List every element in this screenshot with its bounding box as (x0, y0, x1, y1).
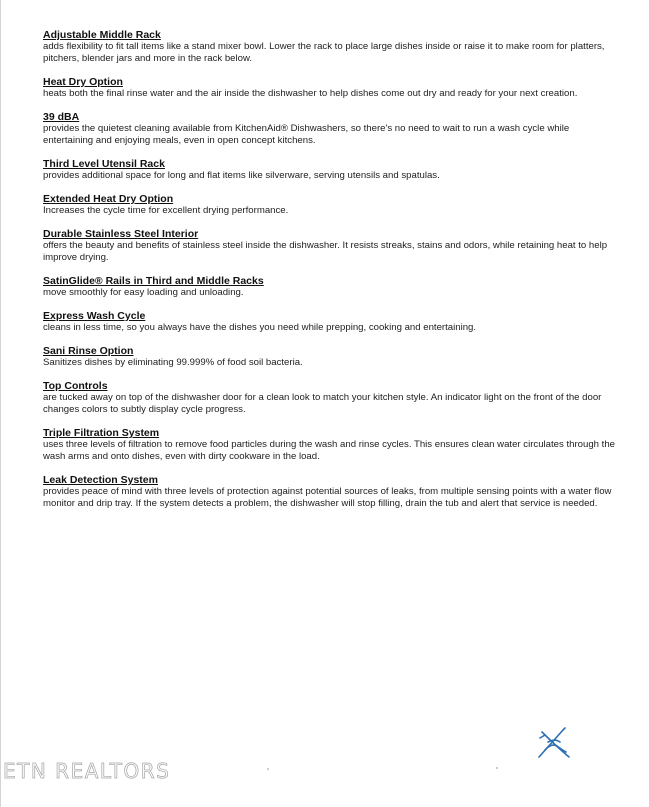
feature-description: offers the beauty and benefits of stainless steel inside the dishwasher. It resists streaks, stains and odors, while retaining heat to help improve drying. (43, 240, 608, 263)
feature-sani-rinse-option (43, 345, 618, 369)
feature-39-dba (43, 111, 618, 147)
feature-heat-dry-option (43, 76, 618, 100)
feature-title: Extended Heat Dry Option (43, 193, 174, 205)
feature-satinglide-rails (43, 275, 618, 299)
feature-extended-heat-dry-option (43, 193, 618, 217)
feature-description: uses three levels of filtration to remove food particles during the wash and rinse cycles. This ensures clean water circulates through the wash arms and onto dishes, even with dirty cookware in the load. (43, 439, 616, 462)
feature-title: Durable Stainless Steel Interior (43, 228, 199, 240)
feature-triple-filtration-system (43, 427, 618, 463)
feature-title: Triple Filtration System (43, 427, 160, 439)
feature-title: Top Controls (43, 380, 108, 392)
brand-watermark: ETN REALTORS (3, 759, 171, 783)
feature-description: provides additional space for long and flat items like silverware, serving utensils and spatulas. (43, 170, 440, 181)
feature-title: Heat Dry Option (43, 76, 123, 88)
feature-stainless-steel-interior (43, 228, 618, 264)
scan-speck (267, 768, 269, 770)
feature-title: SatinGlide® Rails in Third and Middle Racks (43, 275, 264, 287)
feature-list (43, 29, 618, 521)
feature-leak-detection-system (43, 474, 618, 510)
feature-description: heats both the final rinse water and the air inside the dishwasher to help dishes come out dry and ready for your next creation. (43, 88, 578, 99)
feature-adjustable-middle-rack (43, 29, 618, 65)
feature-description: Increases the cycle time for excellent drying performance. (43, 205, 289, 216)
feature-description: provides the quietest cleaning available from KitchenAid® Dishwashers, so there's no need to wait to run a wash cycle while entertaining and enjoying meals, even in open concept kitchens. (43, 123, 570, 146)
feature-title: Express Wash Cycle (43, 310, 146, 322)
feature-title: 39 dBA (43, 111, 80, 123)
feature-description: move smoothly for easy loading and unloading. (43, 287, 244, 298)
feature-description: adds flexibility to fit tall items like a stand mixer bowl. Lower the rack to place large dishes inside or raise it to make room for platters, pitchers, blender jars and more in the rack below. (43, 41, 605, 64)
pen-scribble-mark (536, 726, 572, 760)
feature-title: Leak Detection System (43, 474, 158, 486)
feature-description: cleans in less time, so you always have the dishes you need while prepping, cooking and entertaining. (43, 322, 477, 333)
feature-description: Sanitizes dishes by eliminating 99.999% of food soil bacteria. (43, 357, 303, 368)
feature-title: Third Level Utensil Rack (43, 158, 165, 170)
scan-speck (496, 767, 498, 769)
feature-title: Adjustable Middle Rack (43, 29, 161, 41)
feature-description: provides peace of mind with three levels of protection against potential sources of leaks, from multiple sensing points with a water flow monitor and drip tray. If the system detects a problem, the dishwasher will stop filling, drain the tub and alert that service is needed. (43, 486, 612, 509)
feature-top-controls (43, 380, 618, 416)
feature-express-wash-cycle (43, 310, 618, 334)
feature-third-level-utensil-rack (43, 158, 618, 182)
feature-description: are tucked away on top of the dishwasher door for a clean look to match your kitchen style. An indicator light on the front of the door changes colors to subtly display cycle progress. (43, 392, 602, 415)
feature-title: Sani Rinse Option (43, 345, 134, 357)
